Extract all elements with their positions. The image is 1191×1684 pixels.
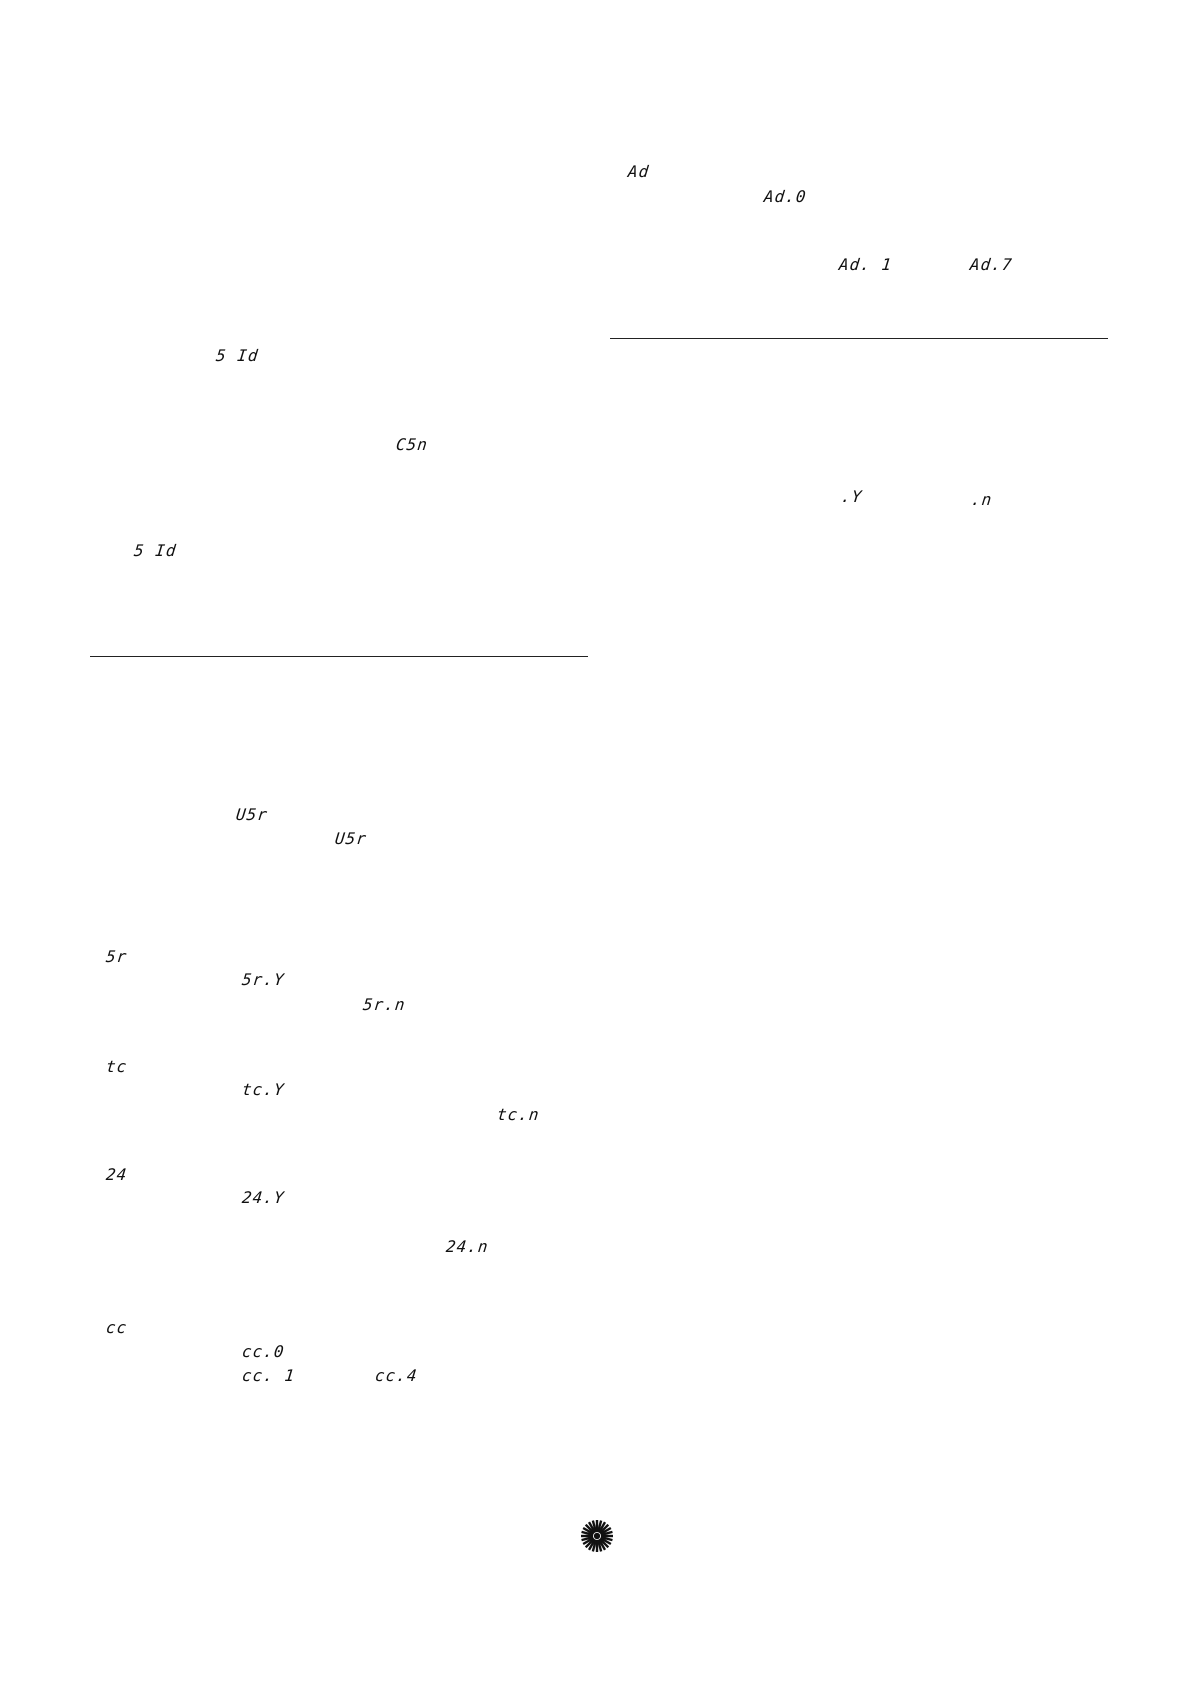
display-code-tc-y: tc.Y [241, 1080, 286, 1099]
display-code-sid: 5 Id [133, 541, 178, 560]
display-code-dot-n: .n [970, 490, 994, 509]
display-code-24-y: 24.Y [241, 1188, 286, 1207]
display-code-csn: C5n [395, 435, 429, 454]
display-code-sr-n: 5r.n [362, 995, 407, 1014]
display-code-tc: tc [105, 1057, 129, 1076]
section-divider [90, 656, 588, 657]
display-code-tc-n: tc.n [496, 1105, 541, 1124]
display-code-ad-0: Ad.0 [763, 187, 808, 206]
section-divider [610, 338, 1108, 339]
display-code-usr: U5r [235, 805, 269, 824]
display-code-sr-y: 5r.Y [241, 970, 286, 989]
display-code-24: 24 [105, 1165, 129, 1184]
display-code-dot-y: .Y [840, 487, 864, 506]
display-code-ad: Ad [627, 162, 651, 181]
display-code-sid: 5 Id [215, 346, 260, 365]
display-code-cc-0: cc.0 [241, 1342, 286, 1361]
display-code-cc-1: cc. 1 [241, 1366, 297, 1385]
display-code-cc-4: cc.4 [374, 1366, 419, 1385]
sunburst-logo-icon [580, 1519, 614, 1553]
display-code-24-n: 24.n [445, 1237, 490, 1256]
display-code-ad-1: Ad. 1 [838, 255, 894, 274]
display-code-sr: 5r [105, 947, 129, 966]
display-code-cc: cc [105, 1318, 129, 1337]
display-code-usr: U5r [334, 829, 368, 848]
display-code-ad-7: Ad.7 [969, 255, 1014, 274]
